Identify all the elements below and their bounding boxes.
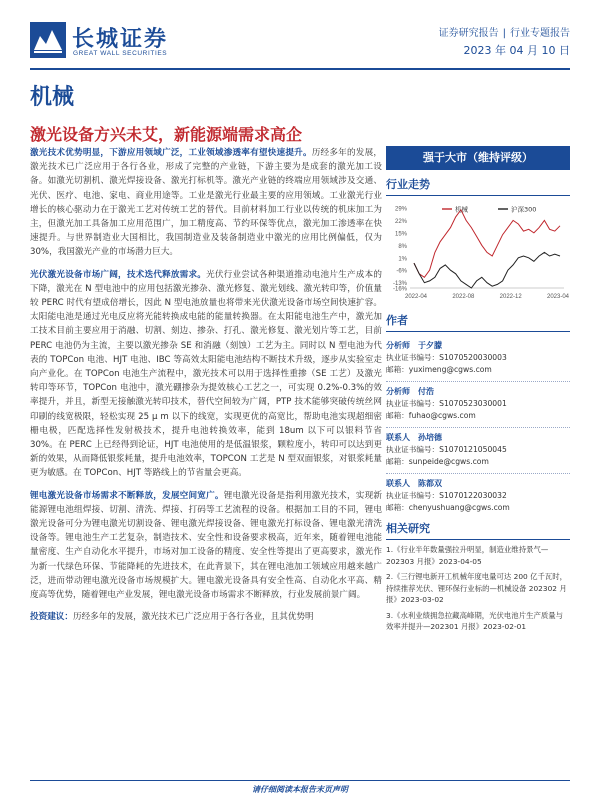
series-line-machinery xyxy=(414,210,560,277)
paragraph-3-body: 锂电激光设备是指利用激光技术，实现新能源锂电池组焊接、切割、清洗、焊接、打码等工艺流程的设备。根据加工目的不同，锂电激光设备可分为锂电激光切割设备、锂电激光焊接设备、锂电激光打标设备、锂电激光清洗设备等。锂电池生产工艺复杂，制造技术、安全性和设备要求极高，近年来，随着锂电池能量密度、生产自动化水平提升，市场对加工设备的精度、安全性等提出了更高要求，激光作为新一代绿色环保、节能降耗的先进技术，在此背景下，其在锂电池加工领域应用越来越广泛，进而带动锂电激光设备市场规模扩大。锂电激光设备具有安全性高、自动化水平高、精度高等优势，随着锂电产业发展，锂电激光设备市场需求不断释放，行业发展前景广阔。 xyxy=(30,490,382,601)
y-tick-label: 15% xyxy=(394,231,407,238)
series-line-csi300 xyxy=(414,252,560,288)
analyst-email[interactable]: 邮箱：fuhao@cgws.com xyxy=(386,411,476,420)
analyst-name: 于夕朦 xyxy=(418,341,442,350)
y-tick-label: -16% xyxy=(392,286,407,293)
x-tick-label: 2022-12 xyxy=(499,294,522,300)
brand-name-cn: 长城证券 xyxy=(72,26,169,52)
related-research-list xyxy=(386,544,570,633)
analyst-role: 分析师 xyxy=(386,387,410,396)
trend-chart xyxy=(386,200,570,306)
analyst-entry xyxy=(386,432,570,474)
dotted-divider xyxy=(386,376,570,382)
y-tick-label: 1% xyxy=(398,256,407,263)
paragraph-3 xyxy=(30,489,382,603)
paragraph-3-lead: 锂电激光设备市场需求不断释放，发展空间宽广。 xyxy=(30,490,224,501)
paragraph-1-lead: 激光技术优势明显，下游应用领域广泛，工业领域渗透率有望快速提升。 xyxy=(30,148,312,158)
x-tick-label: 2023-04 xyxy=(546,294,570,300)
rating-badge: 强于大市（维持评级） xyxy=(386,146,570,170)
main-text-column xyxy=(30,146,382,627)
legend-label: 沪深300 xyxy=(511,205,537,214)
paragraph-2-body: 光伏行业尝试各种渠道推动电池片生产成本的下降，激光在 N 型电池中的应用包括激光掺杂、激光修复、激光划线、激光转印等，价值量较 PERC 时代有望成倍增长，因此 N 型电池放量也将带来光伏激光设备市场空间快速扩容。太阳能电池是通过光电反应将光能转换成电能的能量转换器。在太阳能电池生产中，激光加工技术目前主要应用于消融、切割、刻边、掺杂、打孔、激光修复、激光划片等工艺，目前 PERC 电池仍为主流，主要以激光掺杂 SE 和消融（刻蚀）工艺为主。同时以 N 型电池为代表的 TOPCon 电池、HJT 电池、IBC 等高效太阳能电池结构不断技术升级，逐步从实验室走向产业化。在 TOPCon 电池生产流程中，激光技术可以用于选择性重掺（SE 工艺）及激光转印等环节，TOPCon 电池中，激光硼掺杂为提效核心工艺之一，可实现 0.2%-0.3%的效率提升，并且，新型无接触激光转印技术，替代空间较为广阔，PTP 技术能够突破传统丝网印刷的线宽极限，轻松实现 25 μ m 以下的线宽，实现更优的高宽比，帮助电池实现超细密栅电极，匹配选择性发射极技术，提升电池转换效率，能到 18um 以下可以银料节省 30%。在 PERC 上已经得到论证，HJT 电池使用的是低温银浆，颗粒度小，转印可以达到更新的效果，从而降低银浆耗量，提升电池效率，TOPCON 工艺是 N 型双面银浆，对银浆耗量更为敏感。在 TOPCon、HJT 等路线上的节省量会更高。 xyxy=(30,269,382,479)
related-section-title: 相关研究 xyxy=(386,520,570,540)
y-tick-label: -6% xyxy=(396,268,407,275)
analyst-email[interactable]: 邮箱：yuximeng@cgws.com xyxy=(386,365,492,374)
analyst-name: 陈都双 xyxy=(418,479,442,488)
x-tick-label: 2022-04 xyxy=(404,294,428,300)
related-item[interactable]: 3.《水利业绩拥急拉藏高峰期，光伏电池片生产质量与效率并提升—202301 月报》2023-02-01 xyxy=(386,610,564,631)
analyst-license: 执业证书编号：S1070122030032 xyxy=(386,491,507,500)
analyst-entry xyxy=(386,478,570,514)
paragraph-4-lead: 投资建议： xyxy=(30,612,73,623)
paragraph-4-body: 历经多年的发展，激光技术已广泛应用于各行各业，且其优势明 xyxy=(72,612,314,623)
paragraph-1-body: 历经多年的发展，激光技术已广泛应用于各行各业，形成了完整的产业链，下游主要为是成套的激光加工设备。如激光切割机、激光焊接设备、激光打标机等。激光产业链的终端应用领域涉及交通、光伏、医疗、电池、家电、商业用途等。工业是激光行业最主要的应用领域。工业激光行业增长的核心驱动力在于激光工艺对传统工艺的替代。目前材料加工行业以传统的机床加工为主，但激光加工具备加工应用范围广，加工精度高、节约环保等优点，激光加工渗透率在快速提升。与世界制造业大国相比，我国制造业及装备制造业中激光的应用比例偏低，仅为 30%，我国激光产业的市场潜力巨大。 xyxy=(30,148,382,258)
report-subtype: 行业专题报告 xyxy=(510,28,570,39)
analyst-entry xyxy=(386,340,570,382)
footer-divider xyxy=(30,780,570,781)
header-divider xyxy=(30,68,570,70)
x-tick-label: 2022-08 xyxy=(452,294,475,300)
analyst-email[interactable]: 邮箱：chenyushuang@cgws.com xyxy=(386,503,510,512)
trend-chart-svg xyxy=(386,200,570,306)
dotted-divider xyxy=(386,422,570,428)
analyst-list xyxy=(386,340,570,514)
report-date: 2023 年 04 月 10 日 xyxy=(463,44,570,57)
authors-section-title: 作者 xyxy=(386,312,570,332)
analyst-license: 执业证书编号：S1070121050045 xyxy=(386,445,507,454)
paragraph-1 xyxy=(30,146,382,260)
paragraph-2-lead: 光伏激光设备市场广阔，技术迭代释放需求。 xyxy=(30,269,207,280)
report-title: 激光设备方兴未艾，新能源端需求高企 xyxy=(30,125,303,144)
related-item[interactable]: 2.《三行锂电新开工机械年度电量可达 200 亿千瓦时，持续推荐光伏、锂环保行业标的—机械设备 202302 月报》2023-03-02 xyxy=(386,572,568,604)
y-tick-label: 22% xyxy=(394,218,407,225)
report-header xyxy=(30,20,570,64)
great-wall-logo-icon xyxy=(30,22,66,58)
brand-name-en: GREAT WALL SECURITIES xyxy=(73,50,168,57)
analyst-name: 付浩 xyxy=(418,387,434,396)
analyst-license: 执业证书编号：S1070520030003 xyxy=(386,353,507,362)
analyst-role: 联系人 xyxy=(386,433,410,442)
analyst-name: 孙培德 xyxy=(418,433,442,442)
analyst-license: 执业证书编号：S1070523030001 xyxy=(386,399,507,408)
footer-disclaimer: 请仔细阅读本报告末页声明 xyxy=(252,785,348,794)
report-type: 证券研究报告 xyxy=(438,28,499,39)
analyst-role: 分析师 xyxy=(386,341,410,350)
analyst-role: 联系人 xyxy=(386,479,410,488)
analyst-entry xyxy=(386,386,570,428)
analyst-email[interactable]: 邮箱：sunpeide@cgws.com xyxy=(386,457,489,466)
side-column xyxy=(386,146,570,633)
dotted-divider xyxy=(386,468,570,474)
paragraph-2 xyxy=(30,268,382,481)
report-type-line: 证券研究报告 | 行业专题报告 xyxy=(438,28,570,39)
related-item[interactable]: 1.《行业半年数量强拉升明显，制造业维持景气—202303 月报》2023-04-05 xyxy=(386,545,549,566)
y-tick-label: 8% xyxy=(398,243,407,250)
y-tick-label: 29% xyxy=(394,206,407,213)
paragraph-4 xyxy=(30,610,382,624)
trend-section-title: 行业走势 xyxy=(386,176,570,196)
industry-label: 机械 xyxy=(30,84,75,110)
legend-label: 机械 xyxy=(455,205,468,214)
y-tick-label: -13% xyxy=(392,281,407,288)
